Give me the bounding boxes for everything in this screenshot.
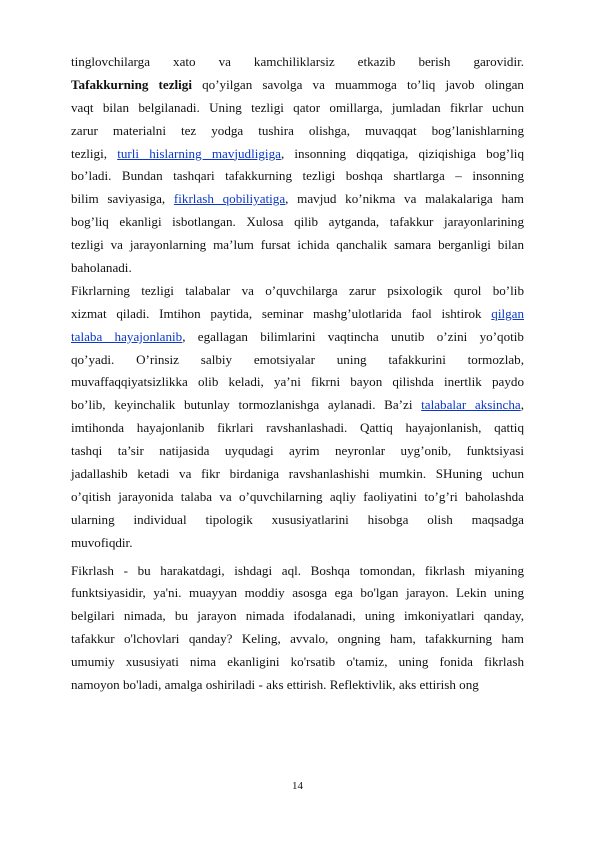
- paragraph: [71, 560, 524, 697]
- text-line: [71, 440, 524, 463]
- text-run: o’qitish jarayonida talaba va o’quvchilarning aqliy faoliyatini to’g’ri baholashda: [71, 488, 524, 504]
- text-line: [71, 371, 524, 394]
- text-line: [71, 234, 524, 257]
- text-line: [71, 394, 524, 417]
- text-run: umumiy xususiyati nima ekanligini ko'rsatib o'tamiz, uning fonida fikrlash: [71, 654, 524, 670]
- text-run: bog’liq ekanligi isbotlangan. Xulosa qilib aytganda, tafakkur jarayonlarining: [71, 214, 524, 230]
- text-line: [71, 303, 524, 326]
- document-body: [71, 51, 524, 697]
- text-line: [71, 417, 524, 440]
- text-line: [71, 120, 524, 143]
- text-line: [71, 257, 524, 280]
- text-run: xizmat qiladi. Imtihon paytida, seminar mashg’ulotlarida faol ishtirok: [71, 305, 492, 321]
- text-run: belgilari nimada, bu jarayon nimada ifodalanadi, uning imkoniyatlari qanday,: [71, 608, 524, 624]
- text-line: [71, 628, 524, 651]
- text-run: tezligi va jarayonlarning ma’lum fursat ichida qanchalik samara berganligi bilan: [71, 237, 524, 253]
- text-run: Fikrlash - bu harakatdagi, ishdagi aql. Boshqa tomondan, fikrlash miyaning: [71, 562, 524, 578]
- text-line: [71, 51, 524, 74]
- text-line: [71, 97, 524, 120]
- text-run: bo’lib, keyinchalik butunlay tormozlanishga aylanadi. Ba’zi: [71, 397, 422, 413]
- hyperlink[interactable]: turli hislarning mavjudligiga: [117, 145, 281, 161]
- text-line: [71, 509, 524, 532]
- text-run: ,: [520, 397, 524, 413]
- text-run: zarur materialni tez yodga tushira olishga, muvaqqat bog’lanishlarning: [71, 122, 524, 138]
- text-run: , insonning diqqatiga, qiziqishiga bog’liq: [280, 145, 524, 161]
- text-run: ularning individual tipologik xususiyatlarini hisobga olish maqsadga: [71, 511, 524, 527]
- hyperlink[interactable]: talabalar aksincha: [421, 397, 521, 413]
- text-run: Fikrlarning tezligi talabalar va o’quvchilarga zarur psixologik qurol bo’lib: [71, 282, 524, 298]
- text-line: [71, 165, 524, 188]
- text-line: [71, 605, 524, 628]
- text-run: qo’yadi. O’rinsiz salbiy emotsiyalar uning tafakkurini tormozlab,: [71, 351, 524, 367]
- text-run: tinglovchilarga xato va kamchiliklarsiz etkazib berish garovidir.: [71, 54, 524, 69]
- text-line: [71, 674, 524, 697]
- paragraph: [71, 51, 524, 280]
- text-run: vaqt bilan belgilanadi. Uning tezligi qator omillarga, jumladan fikrlar uchun: [71, 99, 524, 115]
- text-run: tezligi,: [71, 145, 118, 161]
- text-run: funktsiyasidir, ya'ni. muayyan moddiy asosga ega bo'lgan jarayon. Lekin uning: [71, 585, 524, 601]
- text-line: [71, 211, 524, 234]
- text-line: [71, 651, 524, 674]
- text-run: baholanadi.: [71, 260, 132, 276]
- text-line: [71, 143, 524, 166]
- text-line: [71, 463, 524, 486]
- hyperlink[interactable]: fikrlash qobiliyatiga: [173, 191, 286, 207]
- text-line: [71, 532, 524, 555]
- text-run: imtihonda hayajonlanib fikrlari ravshanlashadi. Qattiq hayajonlanish, qattiq: [71, 420, 524, 436]
- hyperlink[interactable]: qilgan: [491, 305, 524, 321]
- text-run: tashqi ta’sir natijasida uyqudagi ayrim neyronlar uyg’onib, funktsiyasi: [71, 443, 524, 459]
- text-run: , mavjud ko’nikma va malakalariga ham: [285, 191, 524, 207]
- hyperlink[interactable]: talaba hayajonlanib: [71, 328, 183, 344]
- text-run: tafakkur o'lchovlari qanday? Keling, avvalo, ongning ham, tafakkurning ham: [71, 631, 524, 647]
- page-number: 14: [292, 780, 303, 792]
- text-run: muvofiqdir.: [71, 534, 133, 550]
- text-line: [71, 74, 524, 97]
- text-line: [71, 486, 524, 509]
- text-run: namoyon bo'ladi, amalga oshiriladi - aks ettirish. Reflektivlik, aks ettirish ong: [71, 677, 479, 693]
- text-run: , egallagan bilimlarini vaqtincha unutib o’zini yo’qotib: [182, 328, 524, 344]
- paragraph: [71, 280, 524, 555]
- text-run: qo’yilgan savolga va muammoga to’liq javob olingan: [191, 76, 524, 92]
- text-line: [71, 188, 524, 211]
- text-run: muvaffaqqiyatsizlikka olib keladi, ya’ni fikrni bayon qilishda inertlik paydo: [71, 374, 524, 390]
- text-run: bilim saviyasiga,: [71, 191, 174, 207]
- text-run: jadallashib ketadi va fikr birdaniga ravshanlashishi mumkin. SHuning uchun: [71, 466, 524, 482]
- text-line: [71, 349, 524, 372]
- bold-term: Tafakkurning tezligi: [71, 76, 192, 92]
- text-line: [71, 326, 524, 349]
- text-line: [71, 560, 524, 583]
- text-line: [71, 280, 524, 303]
- text-run: bo’ladi. Bundan tashqari tafakkurning tezligi boshqa shartlarga – insonning: [71, 168, 524, 184]
- text-line: [71, 582, 524, 605]
